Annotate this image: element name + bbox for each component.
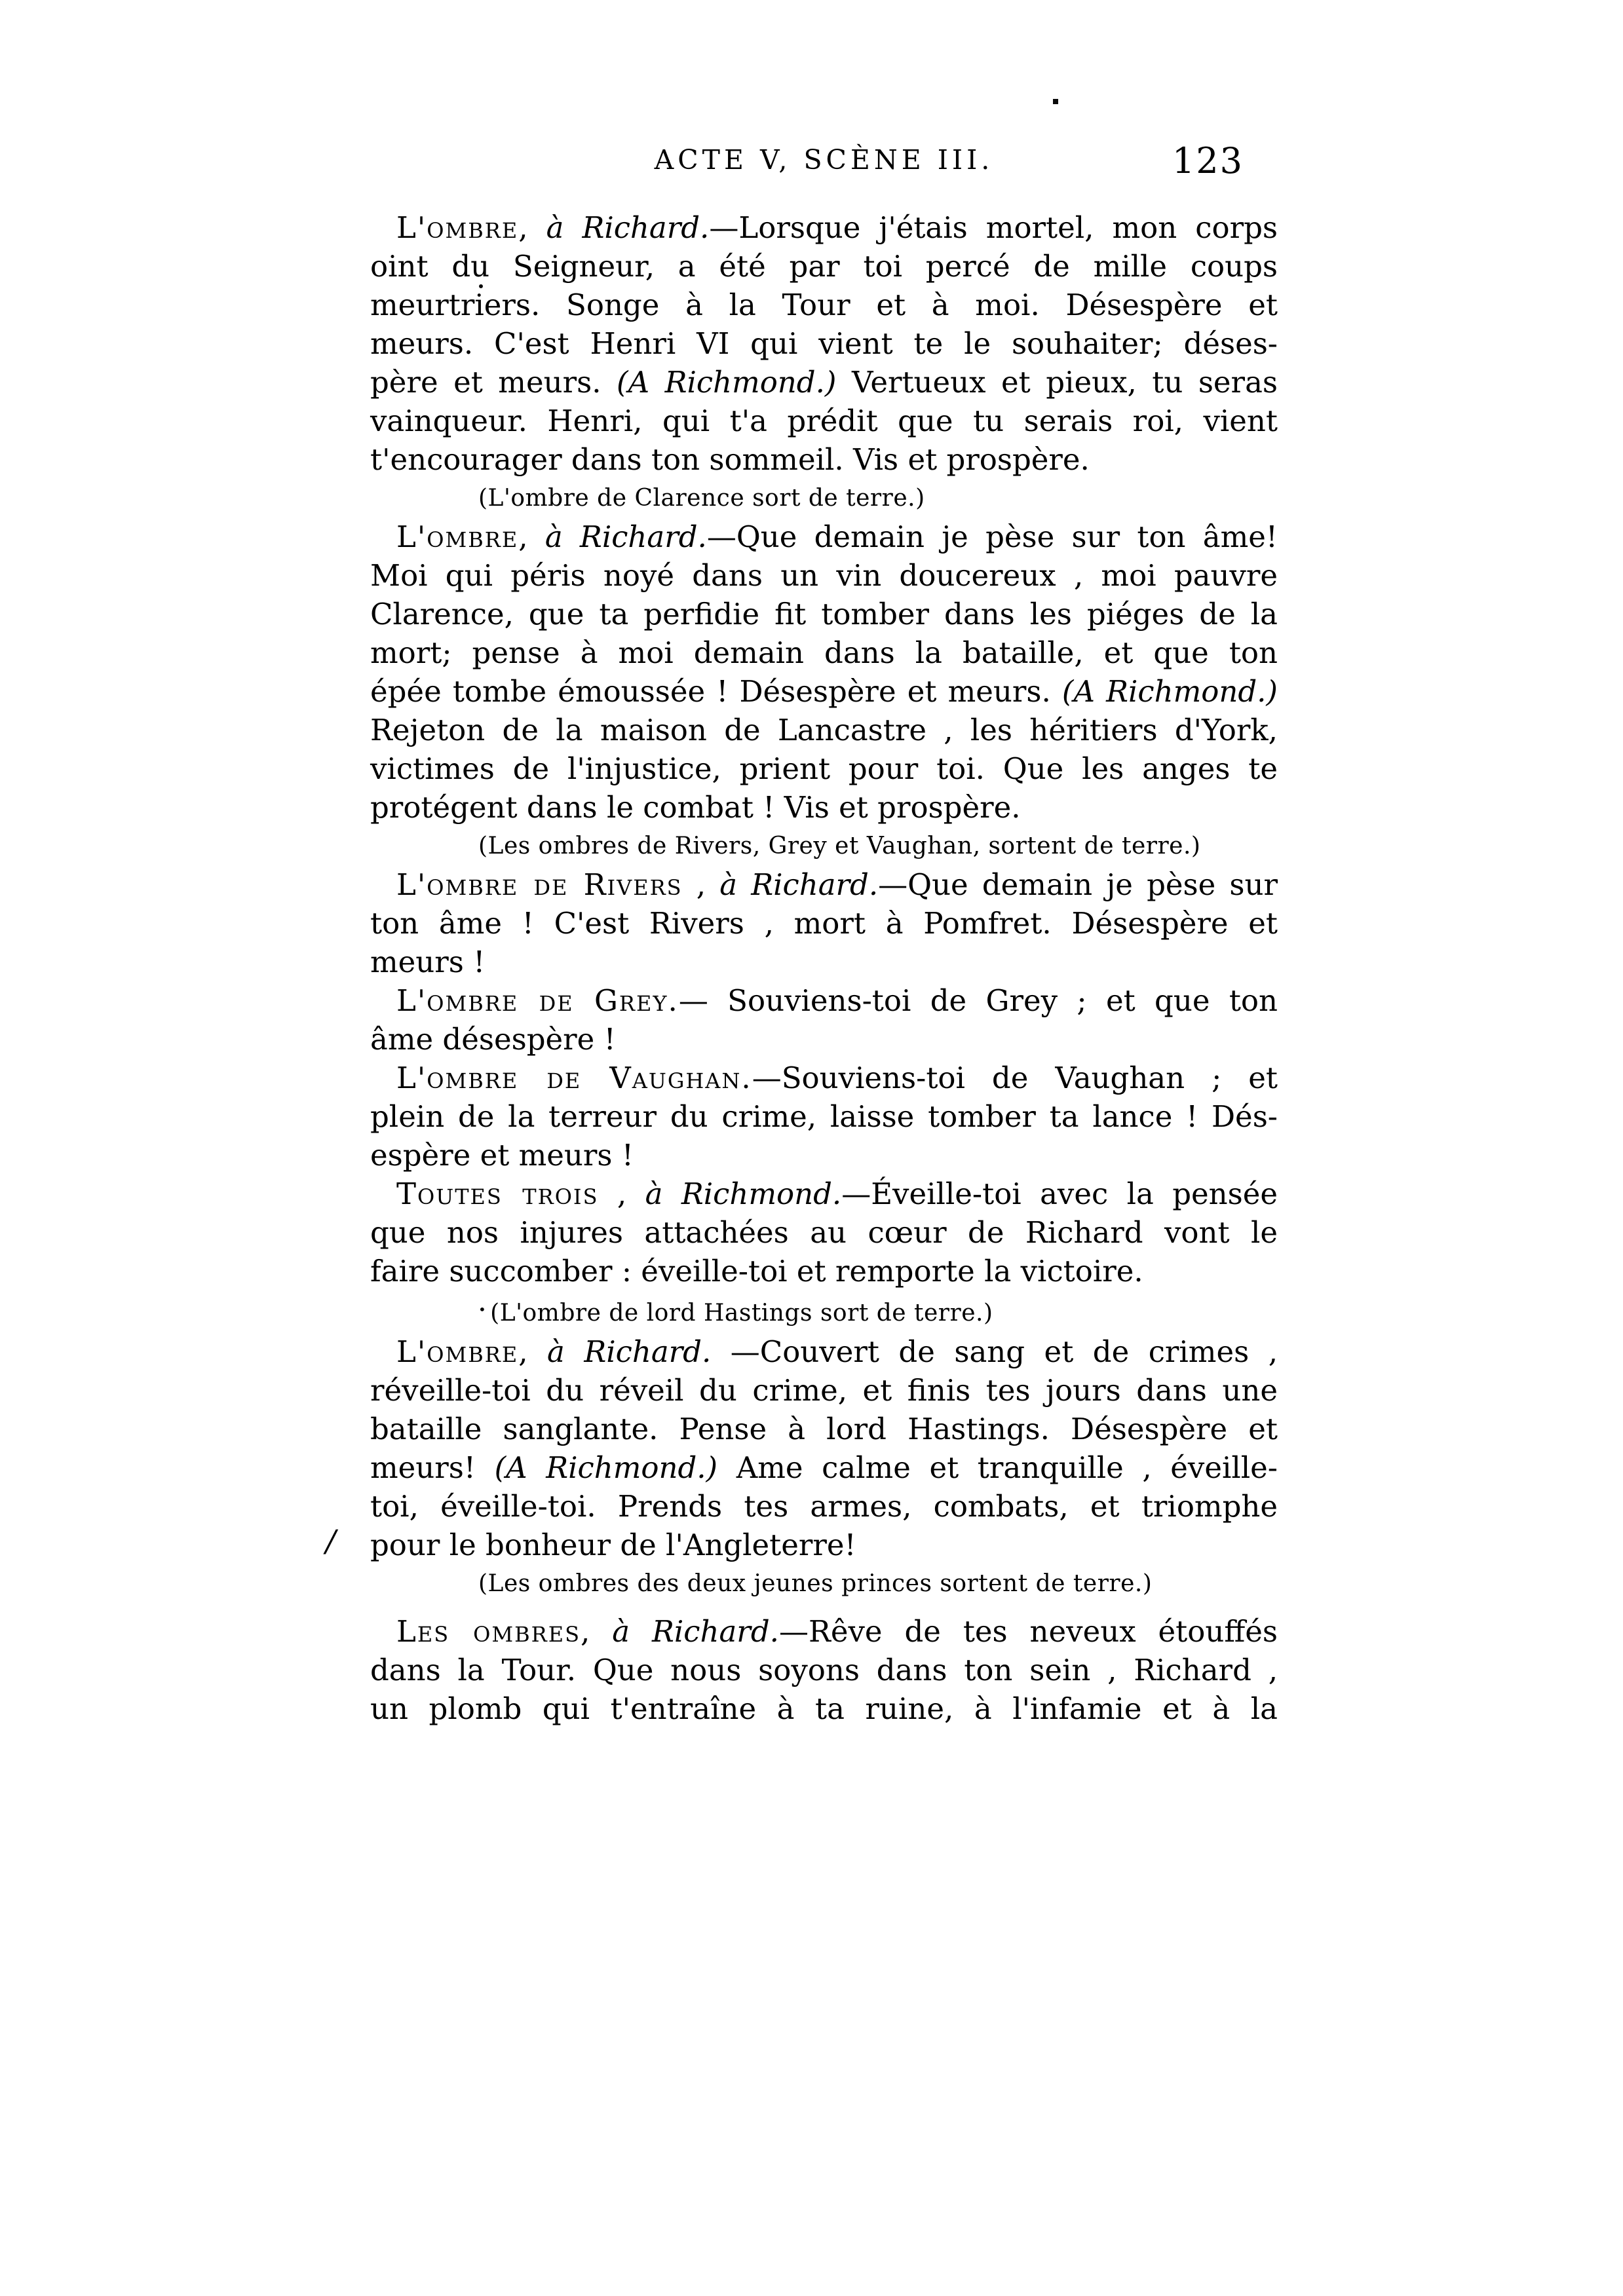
running-header <box>370 140 1278 186</box>
text-run: —Souviens-toi de Vaughan ; et <box>752 1061 1278 1095</box>
text-run: , <box>518 210 546 245</box>
text-run: —Couvert de sang et de crimes , <box>711 1334 1278 1369</box>
text-line <box>370 1448 1278 1487</box>
text-run: père et meurs. <box>370 365 617 400</box>
speaker-name: L'ombre de Vaughan. <box>396 1061 752 1095</box>
text-line <box>370 1136 1278 1175</box>
text-block <box>370 208 1278 1728</box>
aside-cue: à Richmond. <box>645 1176 842 1211</box>
text-line <box>370 1290 1278 1332</box>
text-run: , <box>598 1176 645 1211</box>
text-line <box>370 402 1278 440</box>
text-line <box>370 1487 1278 1526</box>
text-run: meurs! <box>370 1450 495 1485</box>
stage-direction <box>370 1564 1278 1603</box>
text-run: Rejeton de la maison de Lancastre , les héritiers d'York, <box>370 713 1278 747</box>
text-run: victimes de l'injustice, prient pour toi. Que les anges te <box>370 751 1278 786</box>
aside-cue: (A Richmond.) <box>494 1450 718 1485</box>
text-line <box>370 518 1278 556</box>
text-run: oint du Seigneur, a été par toi percé de mille coups <box>370 249 1278 284</box>
speaker-name: L'ombre de Grey. <box>396 983 679 1018</box>
speaker-name: Les ombres <box>396 1614 581 1649</box>
speaker-name: L'ombre <box>396 519 519 554</box>
text-run: âme désespère ! <box>370 1022 616 1057</box>
text-run: Moi qui péris noyé dans un vin doucereux , moi pauvre <box>370 558 1278 593</box>
stage-direction <box>370 479 1278 518</box>
text-run: — Souviens-toi de Grey ; et que ton <box>678 983 1278 1018</box>
speaker-name: L'ombre <box>396 210 519 245</box>
text-run: Ame calme et tranquille , éveille- <box>717 1450 1278 1485</box>
text-run: —Lorsque j'étais mortel, mon corps <box>709 210 1278 245</box>
text-run: meurtriers. Songe à la Tour et à moi. Désespère et <box>370 288 1278 322</box>
text-line <box>370 788 1278 827</box>
text-line <box>370 556 1278 595</box>
text-line <box>370 363 1278 402</box>
text-line <box>370 904 1278 943</box>
text-run: (L'ombre de Clarence sort de terre.) <box>478 485 925 512</box>
text-line <box>370 749 1278 788</box>
text-run: ton âme ! C'est Rivers , mort à Pomfret. Désespère et <box>370 906 1278 941</box>
text-run: espère et meurs ! <box>370 1138 634 1173</box>
speech-paragraph <box>370 1059 1278 1175</box>
text-run: (L'ombre de lord Hastings sort de terre.) <box>490 1300 993 1327</box>
text-run: —Rêve de tes neveux étouffés <box>778 1614 1278 1649</box>
speech-paragraph <box>370 981 1278 1059</box>
ink-speck <box>1053 99 1058 104</box>
text-run: —Que demain je pèse sur <box>878 867 1278 902</box>
speech-paragraph <box>370 518 1278 827</box>
text-run: vainqueur. Henri, qui t'a prédit que tu serais roi, vient <box>370 404 1278 438</box>
aside-cue: à Richard. <box>546 210 710 245</box>
text-line <box>370 1252 1278 1290</box>
text-line <box>370 865 1278 904</box>
text-line <box>370 208 1278 247</box>
text-line <box>370 479 1278 518</box>
text-run: dans la Tour. Que nous soyons dans ton sein , Richard , <box>370 1653 1278 1687</box>
text-run: Clarence, que ta perfidie fit tomber dans les piéges de la <box>370 597 1278 631</box>
aside-cue: à Richard. <box>544 519 707 554</box>
text-run: un plomb qui t'entraîne à ta ruine, à l'infamie et à la <box>370 1691 1278 1726</box>
text-run: —Que demain je pèse sur ton âme! <box>706 519 1278 554</box>
text-run: meurs. C'est Henri VI qui vient te le souhaiter; déses- <box>370 326 1278 361</box>
text-run: (Les ombres des deux jeunes princes sortent de terre.) <box>478 1570 1153 1597</box>
text-line <box>370 943 1278 981</box>
text-run: réveille-toi du réveil du crime, et finis tes jours dans une <box>370 1373 1278 1408</box>
text-run: faire succomber : éveille-toi et remporte la victoire. <box>370 1254 1143 1289</box>
text-line <box>370 827 1278 865</box>
text-line <box>370 981 1278 1020</box>
aside-cue: à Richard. <box>612 1614 779 1649</box>
page-number: 123 <box>1172 140 1244 181</box>
text-run: t'encourager dans ton sommeil. Vis et prospère. <box>370 442 1090 477</box>
text-line <box>370 1213 1278 1252</box>
text-run: épée tombe émoussée ! Désespère et meurs. <box>370 674 1062 709</box>
text-run: pour le bonheur de l'Angleterre! <box>370 1528 856 1562</box>
text-line <box>370 1526 1278 1564</box>
speech-paragraph <box>370 1612 1278 1728</box>
text-line <box>370 440 1278 479</box>
speaker-name: L'ombre de Rivers <box>396 867 683 902</box>
page-title: ACTE V, SCÈNE III. <box>654 144 994 176</box>
speech-paragraph <box>370 865 1278 981</box>
text-line <box>370 1651 1278 1689</box>
text-line <box>370 1612 1278 1651</box>
speaker-name: Toutes trois <box>396 1176 599 1211</box>
text-line <box>370 595 1278 633</box>
text-run: Vertueux et pieux, tu seras <box>836 365 1278 400</box>
text-run: toi, éveille-toi. Prends tes armes, combats, et triomphe <box>370 1489 1278 1524</box>
stage-mark: • <box>478 1302 491 1317</box>
text-run: , <box>581 1614 613 1649</box>
text-run: , <box>682 867 720 902</box>
text-line <box>370 1564 1278 1603</box>
text-line <box>370 286 1278 324</box>
text-run: protégent dans le combat ! Vis et prospère. <box>370 790 1021 825</box>
text-line <box>370 1175 1278 1213</box>
text-run: —Éveille-toi avec la pensée <box>841 1176 1278 1211</box>
text-run: , <box>518 519 545 554</box>
text-run: (Les ombres de Rivers, Grey et Vaughan, sortent de terre.) <box>478 833 1201 859</box>
text-line <box>370 1689 1278 1728</box>
text-line <box>370 247 1278 286</box>
text-line <box>370 1371 1278 1410</box>
text-line <box>370 633 1278 672</box>
aside-cue: à Richard. <box>547 1334 712 1369</box>
text-run: meurs ! <box>370 945 486 979</box>
speech-paragraph <box>370 1332 1278 1564</box>
text-run: , <box>518 1334 548 1369</box>
text-run: bataille sanglante. Pense à lord Hastings. Désespère et <box>370 1412 1278 1446</box>
speech-paragraph <box>370 1175 1278 1290</box>
text-line <box>370 1059 1278 1097</box>
text-run: plein de la terreur du crime, laisse tomber ta lance ! Dés- <box>370 1099 1278 1134</box>
margin-slash-mark: / <box>326 1523 336 1558</box>
aside-cue: (A Richmond.) <box>1061 674 1278 709</box>
text-line <box>370 711 1278 749</box>
aside-cue: à Richard. <box>719 867 879 902</box>
text-line <box>370 672 1278 711</box>
text-line <box>370 1097 1278 1136</box>
speaker-name: L'ombre <box>396 1334 519 1369</box>
aside-cue: (A Richmond.) <box>617 365 837 400</box>
text-line <box>370 1020 1278 1059</box>
text-line <box>370 1410 1278 1448</box>
text-run: mort; pense à moi demain dans la bataille, et que ton <box>370 635 1278 670</box>
text-run: que nos injures attachées au cœur de Richard vont le <box>370 1215 1278 1250</box>
stage-direction <box>370 1290 1278 1332</box>
text-line <box>370 324 1278 363</box>
text-line <box>370 1332 1278 1371</box>
stage-direction <box>370 827 1278 865</box>
speech-paragraph <box>370 208 1278 479</box>
